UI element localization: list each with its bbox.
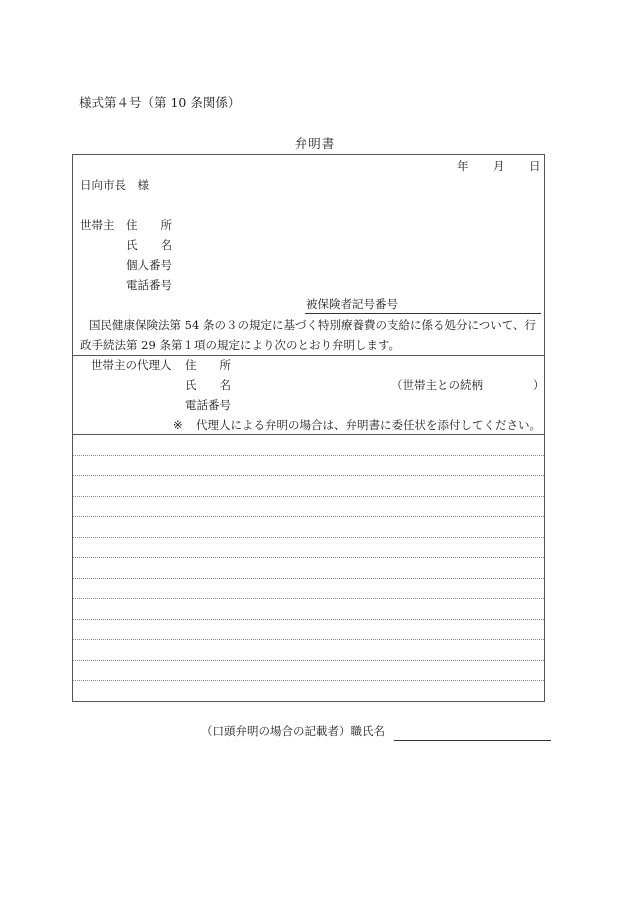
writing-line bbox=[73, 639, 544, 640]
writing-line bbox=[73, 578, 544, 579]
date-month-label: 月 bbox=[493, 159, 505, 173]
writing-line bbox=[73, 516, 544, 517]
relation-close: ） bbox=[533, 378, 545, 392]
addressee: 日向市長 様 bbox=[80, 178, 149, 192]
writing-line bbox=[73, 475, 544, 476]
agent-label: 世帯主の代理人 bbox=[91, 358, 172, 372]
insured-number-underline bbox=[305, 313, 541, 314]
agent-address-label: 住 所 bbox=[185, 358, 231, 372]
householder-label: 世帯主 bbox=[80, 218, 115, 232]
agent-phone-label: 電話番号 bbox=[185, 398, 231, 412]
householder-address-label: 住 所 bbox=[126, 218, 172, 232]
writing-line bbox=[73, 557, 544, 558]
section-divider bbox=[73, 355, 544, 356]
writing-line bbox=[73, 598, 544, 599]
note-mark: ※ bbox=[173, 418, 183, 432]
recorder-signature-line bbox=[394, 740, 551, 741]
personal-number-label: 個人番号 bbox=[126, 258, 172, 272]
agent-name-label: 氏 名 bbox=[185, 378, 231, 392]
date-day-label: 日 bbox=[529, 159, 541, 173]
writing-line bbox=[73, 455, 544, 456]
statement-line-1: 国民健康保険法第 54 条の３の規定に基づく特別療養費の支給に係る処分について、行 bbox=[89, 318, 536, 332]
writing-line bbox=[73, 660, 544, 661]
document-title: 弁明書 bbox=[294, 136, 336, 151]
date-year-label: 年 bbox=[457, 159, 469, 173]
statement-line-2: 政手続法第 29 条第１項の規定により次のとおり弁明します。 bbox=[80, 338, 401, 352]
statement-writing-area[interactable] bbox=[73, 435, 544, 701]
form-number: 様式第４号（第 10 条関係） bbox=[79, 95, 241, 110]
writing-line bbox=[73, 619, 544, 620]
insured-number-label: 被保険者記号番号 bbox=[306, 297, 398, 311]
writing-line bbox=[73, 680, 544, 681]
writing-line bbox=[73, 496, 544, 497]
householder-phone-label: 電話番号 bbox=[126, 278, 172, 292]
form-box bbox=[72, 154, 545, 702]
writing-line bbox=[73, 537, 544, 538]
recorder-label: （口頭弁明の場合の記載者）職氏名 bbox=[201, 724, 385, 738]
relation-label: （世帯主との続柄 bbox=[391, 378, 483, 392]
note-text: 代理人による弁明の場合は、弁明書に委任状を添付してください。 bbox=[196, 418, 541, 432]
householder-name-label: 氏 名 bbox=[126, 238, 172, 252]
